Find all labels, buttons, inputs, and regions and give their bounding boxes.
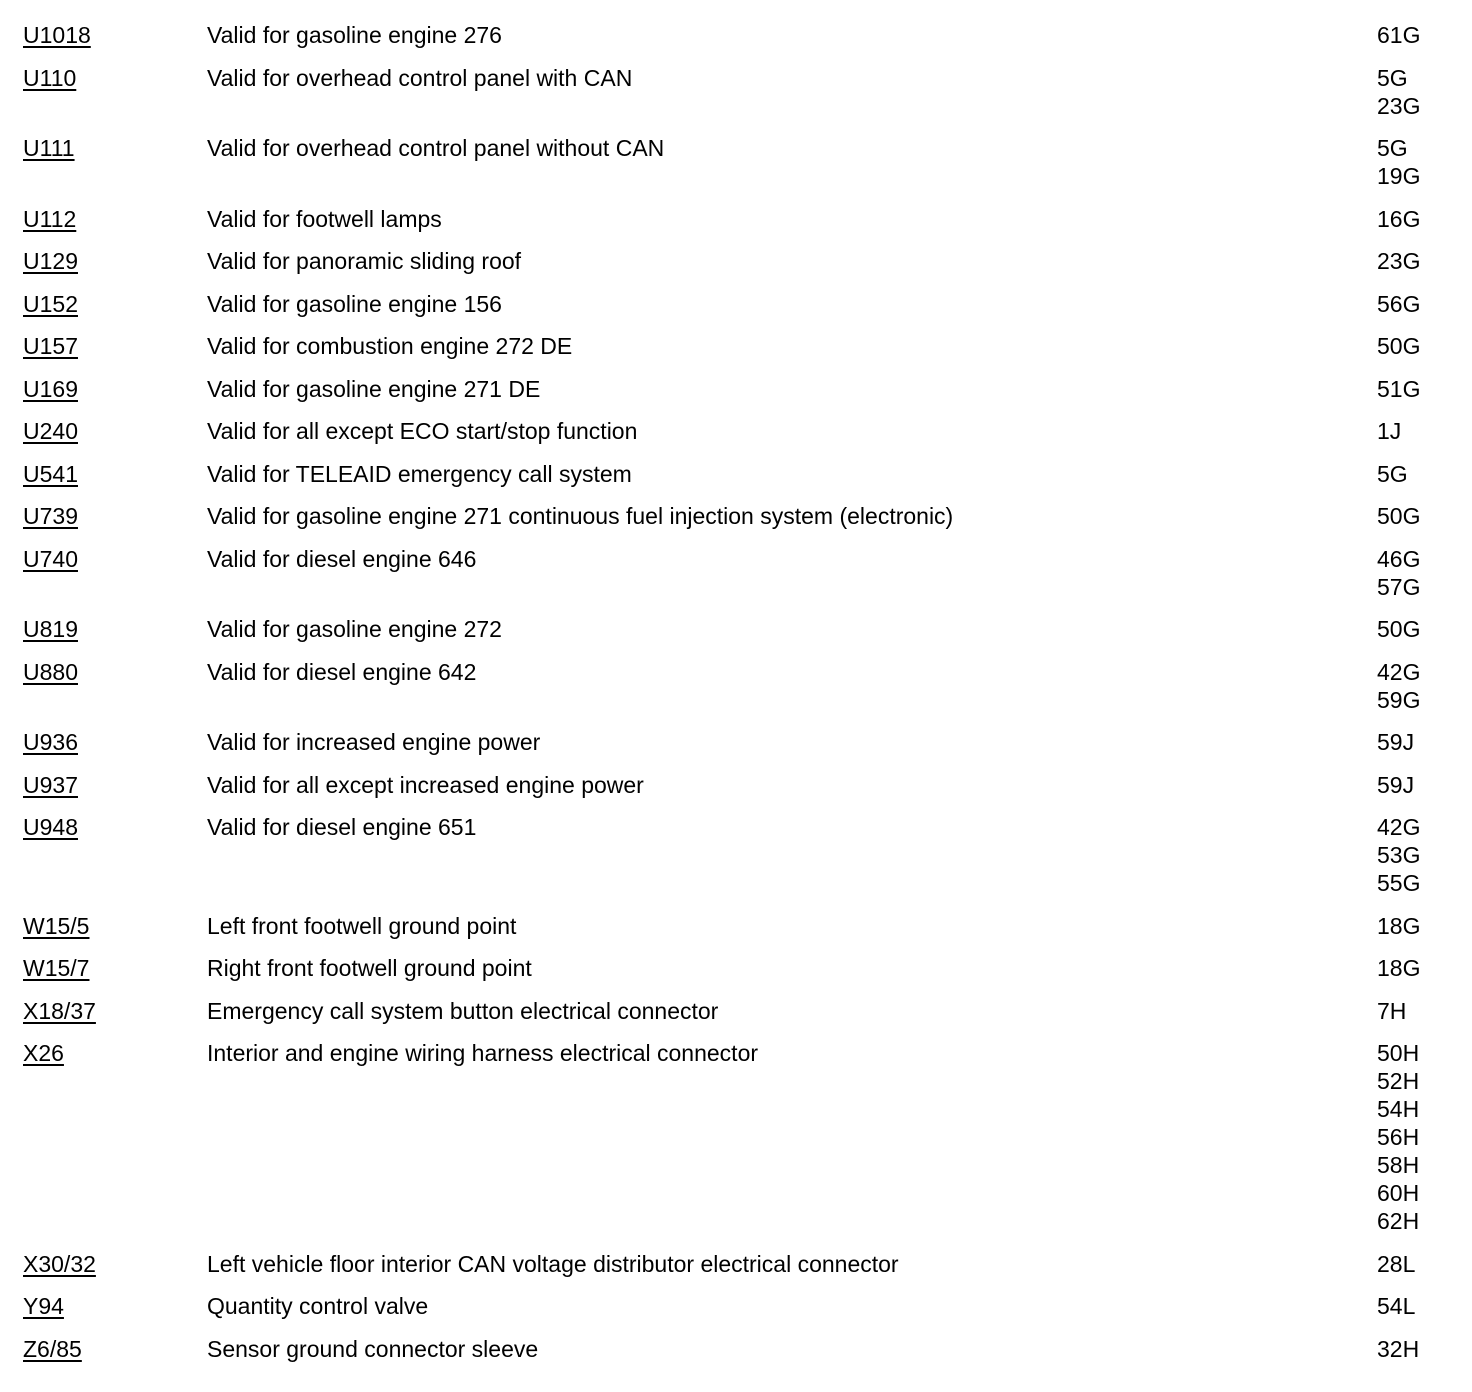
legend-row [0,615,1472,643]
grid-reference-list [1377,64,1457,120]
grid-reference-list [1377,728,1457,756]
component-description: Valid for gasoline engine 271 DE [207,375,541,402]
grid-reference: 23G [1377,248,1421,274]
grid-reference: 7H [1377,997,1407,1024]
grid-reference-list [1377,771,1457,799]
component-code-link[interactable]: U937 [23,771,78,798]
legend-row [0,658,1472,714]
component-description: Emergency call system button electrical connector [207,997,719,1024]
component-code-link[interactable]: U240 [23,418,78,444]
component-description: Valid for diesel engine 646 [207,545,477,572]
legend-row [0,247,1472,275]
grid-reference: 5G [1377,135,1408,161]
grid-reference-list [1377,247,1457,275]
legend-row [0,502,1472,530]
grid-reference-list [1377,21,1457,49]
component-code-link[interactable]: U152 [23,290,78,317]
grid-reference: 32H [1377,1335,1420,1362]
grid-reference-list [1377,813,1457,897]
component-code-link[interactable]: U541 [23,460,78,487]
grid-reference-list [1377,1250,1457,1278]
component-code-link[interactable]: U740 [23,545,78,572]
grid-reference: 58H [1377,1152,1420,1178]
component-code-link[interactable]: U110 [23,64,77,91]
legend-row [0,771,1472,799]
grid-reference-list [1377,912,1457,940]
grid-reference: 59G [1377,686,1421,713]
grid-reference: 54L [1377,1293,1416,1319]
grid-reference: 59J [1377,729,1415,755]
component-code-link[interactable]: Z6/85 [23,1335,82,1362]
grid-reference: 50G [1377,333,1421,359]
legend-row [0,417,1472,445]
legend-row [0,912,1472,940]
component-code-link[interactable]: U129 [23,248,78,274]
grid-reference-list [1377,417,1457,445]
grid-reference: 55G [1377,870,1421,896]
component-code-link[interactable]: W15/5 [23,912,90,939]
grid-reference: 28L [1377,1250,1416,1277]
grid-reference-list [1377,134,1457,190]
component-description: Valid for gasoline engine 276 [207,22,502,48]
grid-reference-list [1377,332,1457,360]
legend-row [0,1292,1472,1320]
component-description: Valid for footwell lamps [207,205,442,232]
grid-reference: 46G [1377,545,1421,572]
grid-reference: 50G [1377,503,1421,529]
legend-row [0,1335,1472,1363]
legend-row [0,21,1472,49]
legend-row [0,997,1472,1025]
grid-reference: 59J [1377,771,1415,798]
grid-reference-list [1377,502,1457,530]
grid-reference: 5G [1377,64,1408,91]
grid-reference: 53G [1377,842,1421,868]
grid-reference-list [1377,615,1457,643]
component-code-link[interactable]: X18/37 [23,997,96,1024]
grid-reference: 16G [1377,205,1421,232]
grid-reference-list [1377,1335,1457,1363]
legend-row [0,64,1472,120]
component-description: Right front footwell ground point [207,955,532,981]
grid-reference: 19G [1377,163,1421,189]
component-code-link[interactable]: U1018 [23,22,91,48]
component-description: Left vehicle floor interior CAN voltage distributor electrical connector [207,1250,899,1277]
legend-row [0,728,1472,756]
component-description: Valid for TELEAID emergency call system [207,460,632,487]
legend-row [0,375,1472,403]
grid-reference: 50G [1377,616,1421,642]
component-code-link[interactable]: X30/32 [23,1250,96,1277]
grid-reference: 56H [1377,1124,1420,1150]
grid-reference: 42G [1377,814,1421,840]
component-description: Left front footwell ground point [207,912,517,939]
component-description: Valid for increased engine power [207,729,541,755]
component-code-link[interactable]: Y94 [23,1293,64,1319]
grid-reference-list [1377,954,1457,982]
component-code-link[interactable]: U111 [23,135,75,161]
component-description: Valid for all except ECO start/stop function [207,418,638,444]
component-description: Valid for all except increased engine power [207,771,644,798]
component-description: Valid for diesel engine 642 [207,658,477,685]
component-code-link[interactable]: U157 [23,333,78,359]
grid-reference: 23G [1377,92,1421,119]
grid-reference: 57G [1377,573,1421,600]
grid-reference: 51G [1377,375,1421,402]
grid-reference: 56G [1377,290,1421,317]
legend-row [0,954,1472,982]
component-code-link[interactable]: X26 [23,1040,64,1066]
grid-reference-list [1377,997,1457,1025]
legend-row [0,460,1472,488]
component-code-link[interactable]: U880 [23,658,78,685]
grid-reference: 60H [1377,1180,1420,1206]
component-description: Valid for combustion engine 272 DE [207,333,573,359]
legend-row [0,813,1472,897]
legend-row [0,545,1472,601]
component-code-link[interactable]: U936 [23,729,78,755]
component-description: Interior and engine wiring harness electrical connector [207,1040,759,1066]
grid-reference-list [1377,375,1457,403]
grid-reference: 42G [1377,658,1421,685]
legend-row [0,332,1472,360]
component-description: Valid for gasoline engine 272 [207,616,502,642]
grid-reference-list [1377,1039,1457,1235]
grid-reference-list [1377,545,1457,601]
component-description: Valid for panoramic sliding roof [207,248,522,274]
grid-reference: 50H [1377,1040,1420,1066]
legend-row [0,1039,1472,1235]
grid-reference-list [1377,290,1457,318]
component-description: Valid for gasoline engine 271 continuous fuel injection system (electronic) [207,503,954,529]
grid-reference: 62H [1377,1208,1420,1234]
component-description: Valid for overhead control panel with CAN [207,64,633,91]
component-code-link[interactable]: W15/7 [23,955,90,981]
component-code-link[interactable]: U739 [23,503,78,529]
component-description: Valid for gasoline engine 156 [207,290,502,317]
component-description: Valid for diesel engine 651 [207,814,477,840]
grid-reference: 5G [1377,460,1408,487]
legend-row [0,290,1472,318]
component-description: Valid for overhead control panel without CAN [207,135,665,161]
grid-reference: 18G [1377,955,1421,981]
grid-reference-list [1377,658,1457,714]
component-description: Quantity control valve [207,1293,429,1319]
grid-reference: 18G [1377,912,1421,939]
grid-reference: 1J [1377,418,1402,444]
component-code-link[interactable]: U169 [23,375,78,402]
grid-reference: 52H [1377,1068,1420,1094]
grid-reference: 54H [1377,1096,1420,1122]
grid-reference-list [1377,460,1457,488]
legend-row [0,1250,1472,1278]
grid-reference: 61G [1377,22,1421,48]
legend-row [0,205,1472,233]
component-code-link[interactable]: U819 [23,616,78,642]
component-code-link[interactable]: U112 [23,205,77,232]
legend-row [0,134,1472,190]
grid-reference-list [1377,1292,1457,1320]
component-code-link[interactable]: U948 [23,814,78,840]
grid-reference-list [1377,205,1457,233]
component-description: Sensor ground connector sleeve [207,1335,539,1362]
